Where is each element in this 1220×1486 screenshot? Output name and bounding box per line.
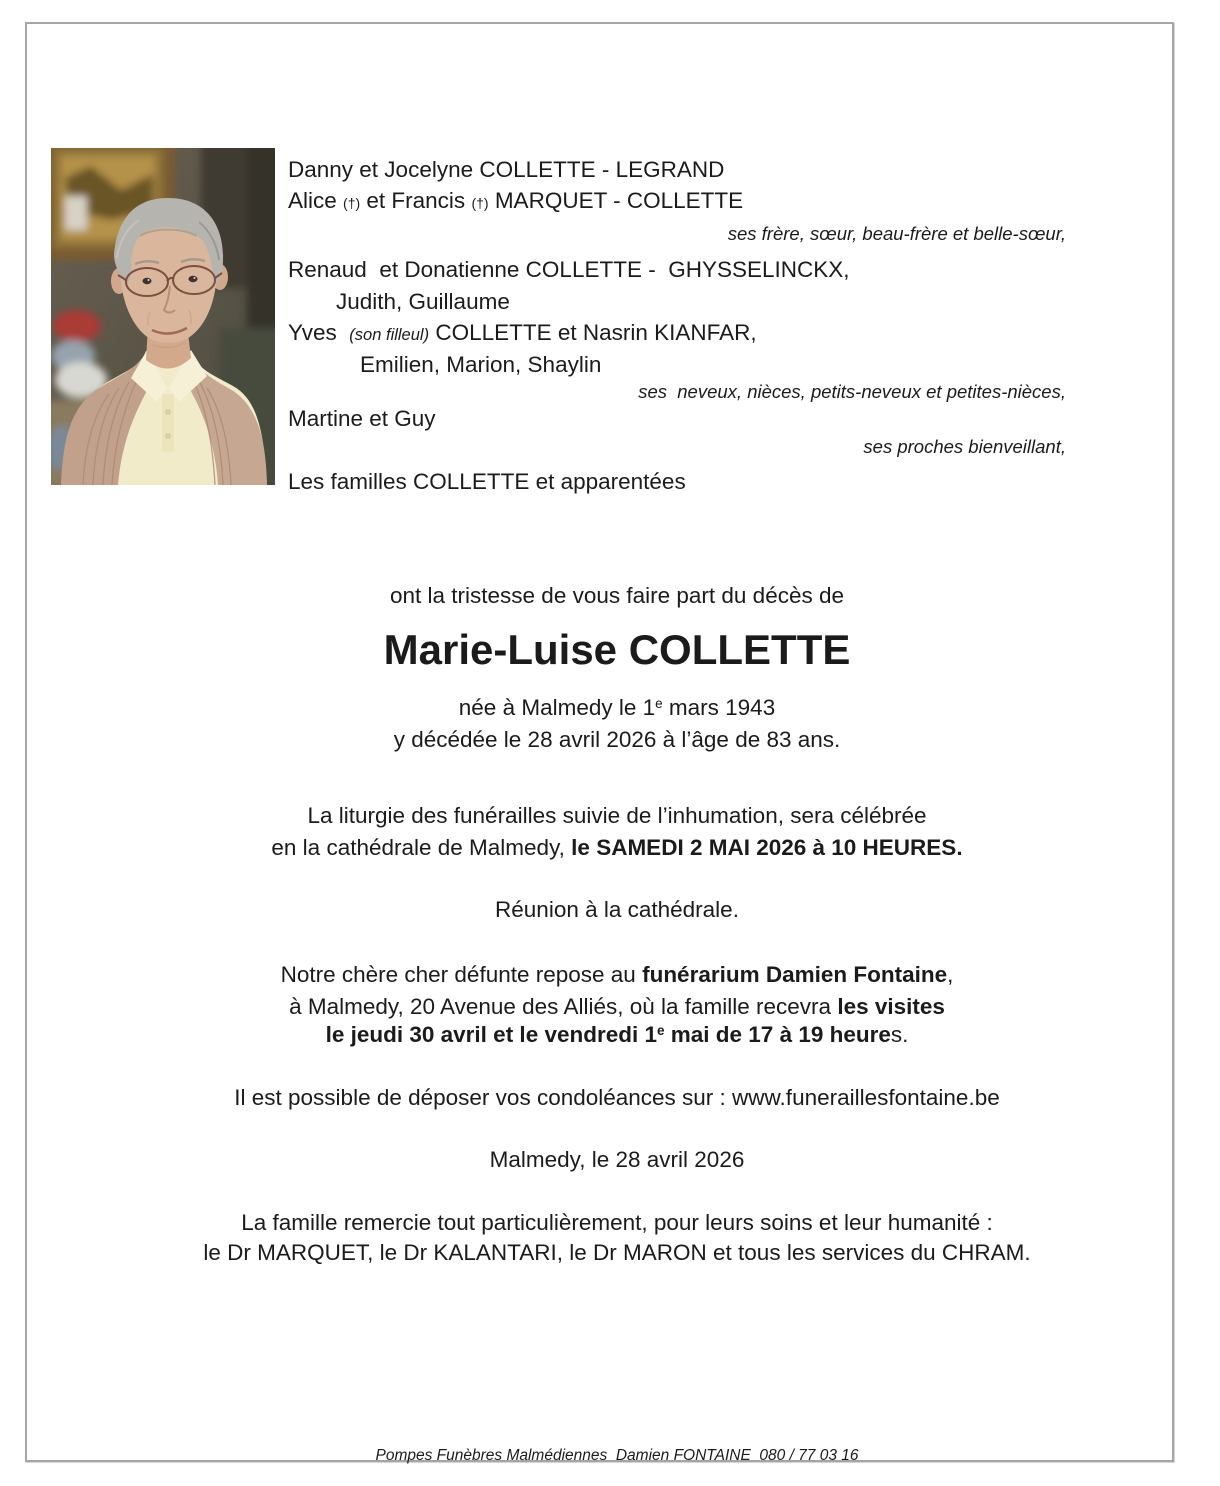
liturgy-line-2 — [62, 832, 1172, 863]
liturgy-line-1: La liturgie des funérailles suivie de l’inhumation, sera célébrée — [307, 803, 927, 828]
repose-text: à Malmedy, 20 Avenue des Alliés, où la famille recevra — [289, 994, 838, 1019]
repose-text: Notre chère cher défunte repose au — [280, 962, 643, 987]
birth-text: mars 1943 — [662, 695, 776, 720]
family-line-2-text: MARQUET - COLLETTE — [488, 188, 744, 213]
family-line-2 — [288, 185, 1066, 219]
visit-dates-text: s. — [890, 1022, 909, 1047]
godson-note: (son filleul) — [349, 326, 430, 344]
superscript-e: e — [657, 1023, 665, 1039]
repose-line-2 — [62, 991, 1172, 1022]
dateline: Malmedy, le 28 avril 2026 — [489, 1147, 745, 1172]
family-line-2-text: et Francis — [360, 188, 472, 213]
condolences-line: Il est possible de déposer vos condoléances sur : www.funeraillesfontaine.be — [234, 1085, 1000, 1110]
birth-line — [62, 692, 1172, 726]
portrait-photo — [51, 148, 275, 485]
memorial-card-page — [25, 22, 1174, 1462]
dagger-mark: (†) — [343, 195, 361, 211]
visit-dates-bold: le jeudi 30 avril et le vendredi 1 — [325, 1022, 657, 1047]
dagger-mark: (†) — [471, 195, 489, 211]
deceased-name: Marie-Luise COLLETTE — [383, 626, 851, 673]
relation-note-1: ses frère, sœur, beau-frère et belle-sœur, — [727, 223, 1066, 244]
superscript-e: e — [655, 696, 663, 712]
thanks-line-2: le Dr MARQUET, le Dr KALANTARI, le Dr MARON et tous les services du CHRAM. — [203, 1240, 1031, 1265]
visit-dates-bold: mai de 17 à 19 heure — [664, 1022, 891, 1047]
family-line-5 — [288, 318, 1066, 350]
meeting-line: Réunion à la cathédrale. — [495, 897, 739, 922]
relation-note-3: ses proches bienveillant, — [863, 436, 1066, 457]
family-line-5-text: Yves — [288, 320, 350, 345]
birth-text: née à Malmedy le 1 — [458, 695, 656, 720]
repose-text: , — [947, 962, 954, 987]
announcement-line: ont la tristesse de vous faire part du décès de — [389, 583, 844, 608]
family-line-6: Emilien, Marion, Shaylin — [360, 352, 602, 377]
portrait-photo-image — [51, 148, 275, 485]
ceremony-date-bold: le SAMEDI 2 MAI 2026 à 10 HEURES. — [571, 835, 963, 860]
family-line-4: Judith, Guillaume — [336, 289, 510, 314]
funerarium-name-bold: funérarium Damien Fontaine — [642, 962, 948, 987]
liturgy-text: en la cathédrale de Malmedy, — [271, 835, 572, 860]
family-line-8: Les familles COLLETTE et apparentées — [288, 469, 686, 494]
repose-line-1 — [62, 959, 1172, 990]
relation-note-2: ses neveux, nièces, petits-neveux et petites-nièces, — [638, 381, 1066, 402]
funeral-home-footer: Pompes Funèbres Malmédiennes Damien FONTAINE 080 / 77 03 16 — [375, 1447, 859, 1464]
death-line: y décédée le 28 avril 2026 à l’âge de 83 ans. — [393, 727, 841, 752]
family-line-1: Danny et Jocelyne COLLETTE - LEGRAND — [288, 157, 725, 182]
family-names-section — [288, 155, 1066, 497]
repose-line-3 — [62, 1019, 1172, 1053]
family-line-7: Martine et Guy — [288, 406, 436, 431]
family-line-5-text: COLLETTE et Nasrin KIANFAR, — [429, 320, 757, 345]
family-line-3: Renaud et Donatienne COLLETTE - GHYSSELINCKX, — [288, 257, 850, 282]
visits-bold: les visites — [837, 994, 945, 1019]
family-line-2-text: Alice — [288, 188, 344, 213]
thanks-line-1: La famille remercie tout particulièrement, pour leurs soins et leur humanité : — [241, 1210, 993, 1235]
